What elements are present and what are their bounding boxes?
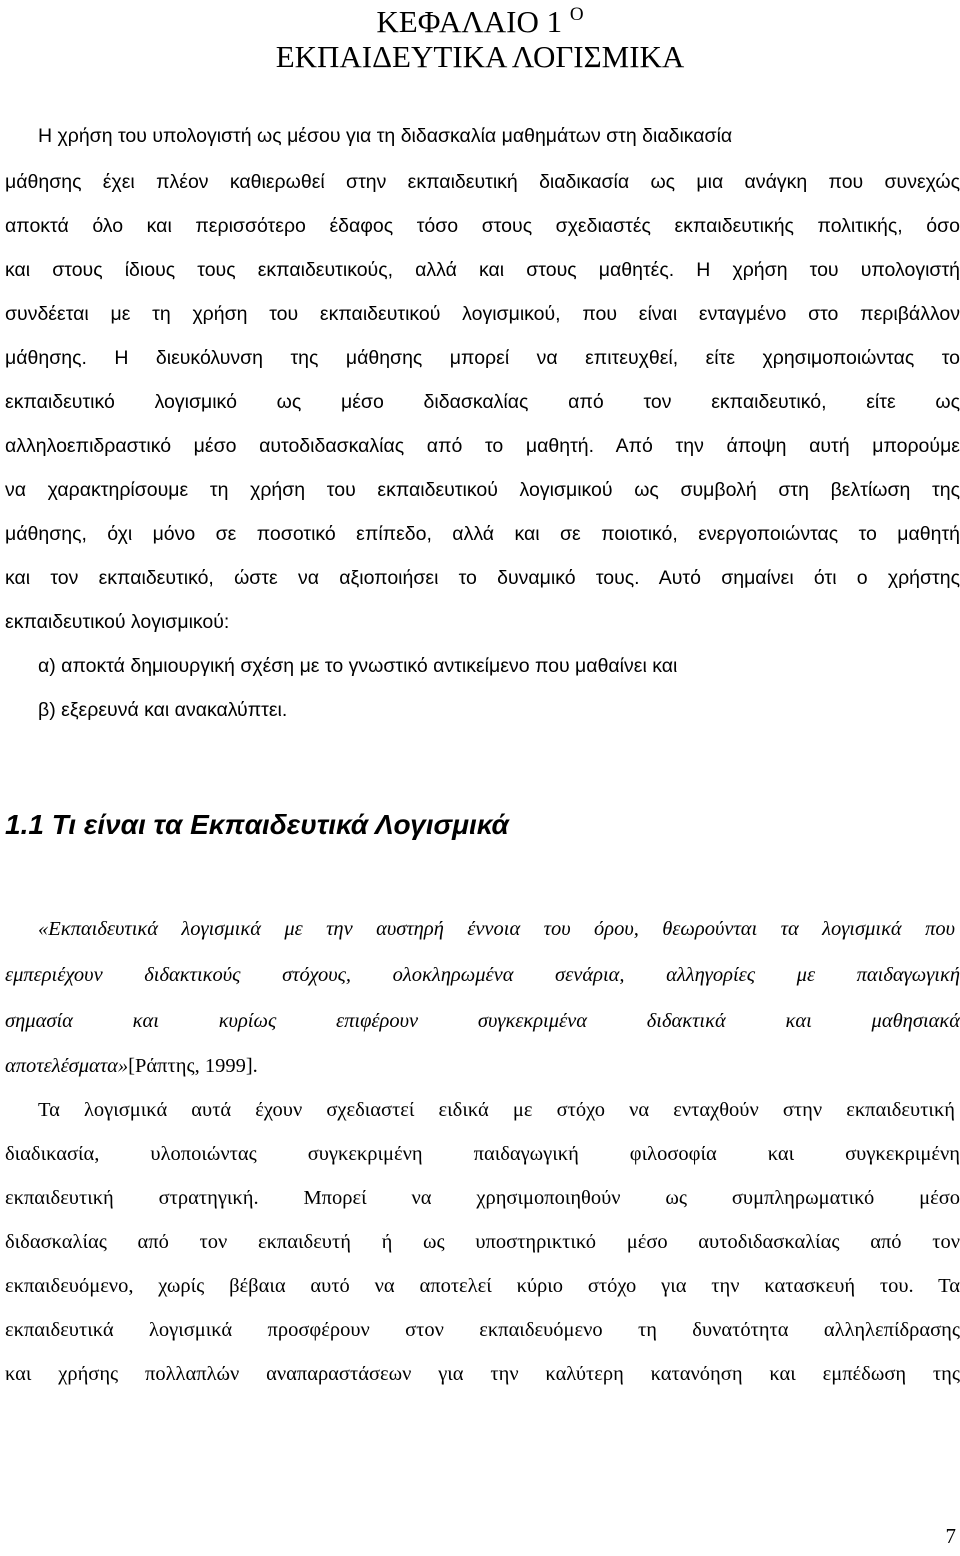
intro-line-11: και τον εκπαιδευτικό, ώστε να αξιοποιήσει το δυναμικό τους. Αυτό σημαίνει ότι ο χρήστης	[5, 567, 960, 589]
intro-line-6: μάθησης. Η διευκόλυνση της μάθησης μπορεί να επιτευχθεί, είτε χρησιμοποιώντας το	[5, 347, 960, 369]
page-number: 7	[945, 1524, 956, 1548]
intro-line-2: μάθησης έχει πλέον καθιερωθεί στην εκπαιδευτική διαδικασία ως μια ανάγκη που συνεχώς	[5, 171, 960, 193]
chapter-title: ΕΚΠΑΙΔΕΥΤΙΚΑ ΛΟΓΙΣΜΙΚΑ	[275, 39, 685, 74]
list-item-a: α) αποκτά δημιουργική σχέση με το γνωστικό αντικείμενο που μαθαίνει και	[38, 655, 678, 677]
list-item-b: β) εξερευνά και ανακαλύπτει.	[38, 699, 288, 721]
intro-line-3: αποκτά όλο και περισσότερο έδαφος τόσο στους σχεδιαστές εκπαιδευτικής πολιτικής, όσο	[5, 215, 960, 237]
body-line-6: εκπαιδευτικά λογισμικά προσφέρουν στον εκπαιδευόμενο τη δυνατότητα αλληλεπίδρασης	[5, 1319, 960, 1341]
intro-line-5: συνδέεται με τη χρήση του εκπαιδευτικού λογισμικού, που είναι ενταγμένο στο περιβάλλον	[5, 303, 960, 325]
quote-line-1: «Εκπαιδευτικά λογισμικά με την αυστηρή έννοια του όρου, θεωρούνται τα λογισμικά που	[38, 918, 955, 940]
chapter-label	[0, 3, 960, 41]
quote-line-3: σημασία και κυρίως επιφέρουν συγκεκριμένα διδακτικά και μαθησιακά	[5, 1010, 960, 1032]
intro-line-9: να χαρακτηρίσουμε τη χρήση του εκπαιδευτικού λογισμικού ως συμβολή στη βελτίωση της	[5, 479, 960, 501]
body-line-5: εκπαιδευόμενο, χωρίς βέβαια αυτό να αποτελεί κύριο στόχο για την κατασκευή του. Τα	[5, 1275, 960, 1297]
body-line-1: Τα λογισμικά αυτά έχουν σχεδιαστεί ειδικά με στόχο να ενταχθούν στην εκπαιδευτική	[38, 1099, 955, 1121]
citation: [Ράπτης, 1999].	[128, 1055, 258, 1077]
intro-line-7: εκπαιδευτικό λογισμικό ως μέσο διδασκαλίας από τον εκπαιδευτικό, είτε ως	[5, 391, 960, 413]
intro-line-8: αλληλοεπιδραστικό μέσο αυτοδιδασκαλίας από το μαθητή. Από την άποψη αυτή μπορούμε	[5, 435, 960, 457]
body-line-4: διδασκαλίας από τον εκπαιδευτή ή ως υποστηρικτικό μέσο αυτοδιδασκαλίας από τον	[5, 1231, 960, 1253]
intro-line-1: Η χρήση του υπολογιστή ως μέσου για τη διδασκαλία μαθημάτων στη διαδικασία	[38, 125, 733, 147]
intro-line-10: μάθησης, όχι μόνο σε ποσοτικό επίπεδο, αλλά και σε ποιοτικό, ενεργοποιώντας το μαθητή	[5, 523, 960, 545]
body-line-2: διαδικασία, υλοποιώντας συγκεκριμένη παιδαγωγική φιλοσοφία και συγκεκριμένη	[5, 1143, 960, 1165]
intro-line-4: και στους ίδιους τους εκπαιδευτικούς, αλλά και στους μαθητές. Η χρήση του υπολογιστή	[5, 259, 960, 281]
intro-line-12: εκπαιδευτικού λογισμικού:	[5, 611, 230, 633]
quote-end: αποτελέσματα»	[5, 1055, 129, 1077]
body-line-7: και χρήσης πολλαπλών αναπαραστάσεων για την καλύτερη κατανόηση και εμπέδωση της	[5, 1363, 960, 1385]
chapter-superscript: Ο	[569, 4, 584, 25]
section-heading: 1.1 Τι είναι τα Εκπαιδευτικά Λογισμικά	[5, 809, 509, 840]
quote-line-2: εμπεριέχουν διδακτικούς στόχους, ολοκληρωμένα σενάρια, αλληγορίες με παιδαγωγική	[5, 964, 960, 986]
body-line-3: εκπαιδευτική στρατηγική. Μπορεί να χρησιμοποιηθούν ως συμπληρωματικό μέσο	[5, 1187, 960, 1209]
quote-line-4	[5, 1054, 960, 1078]
chapter-label-text: ΚΕΦΑΛΑΙΟ 1	[376, 4, 563, 39]
